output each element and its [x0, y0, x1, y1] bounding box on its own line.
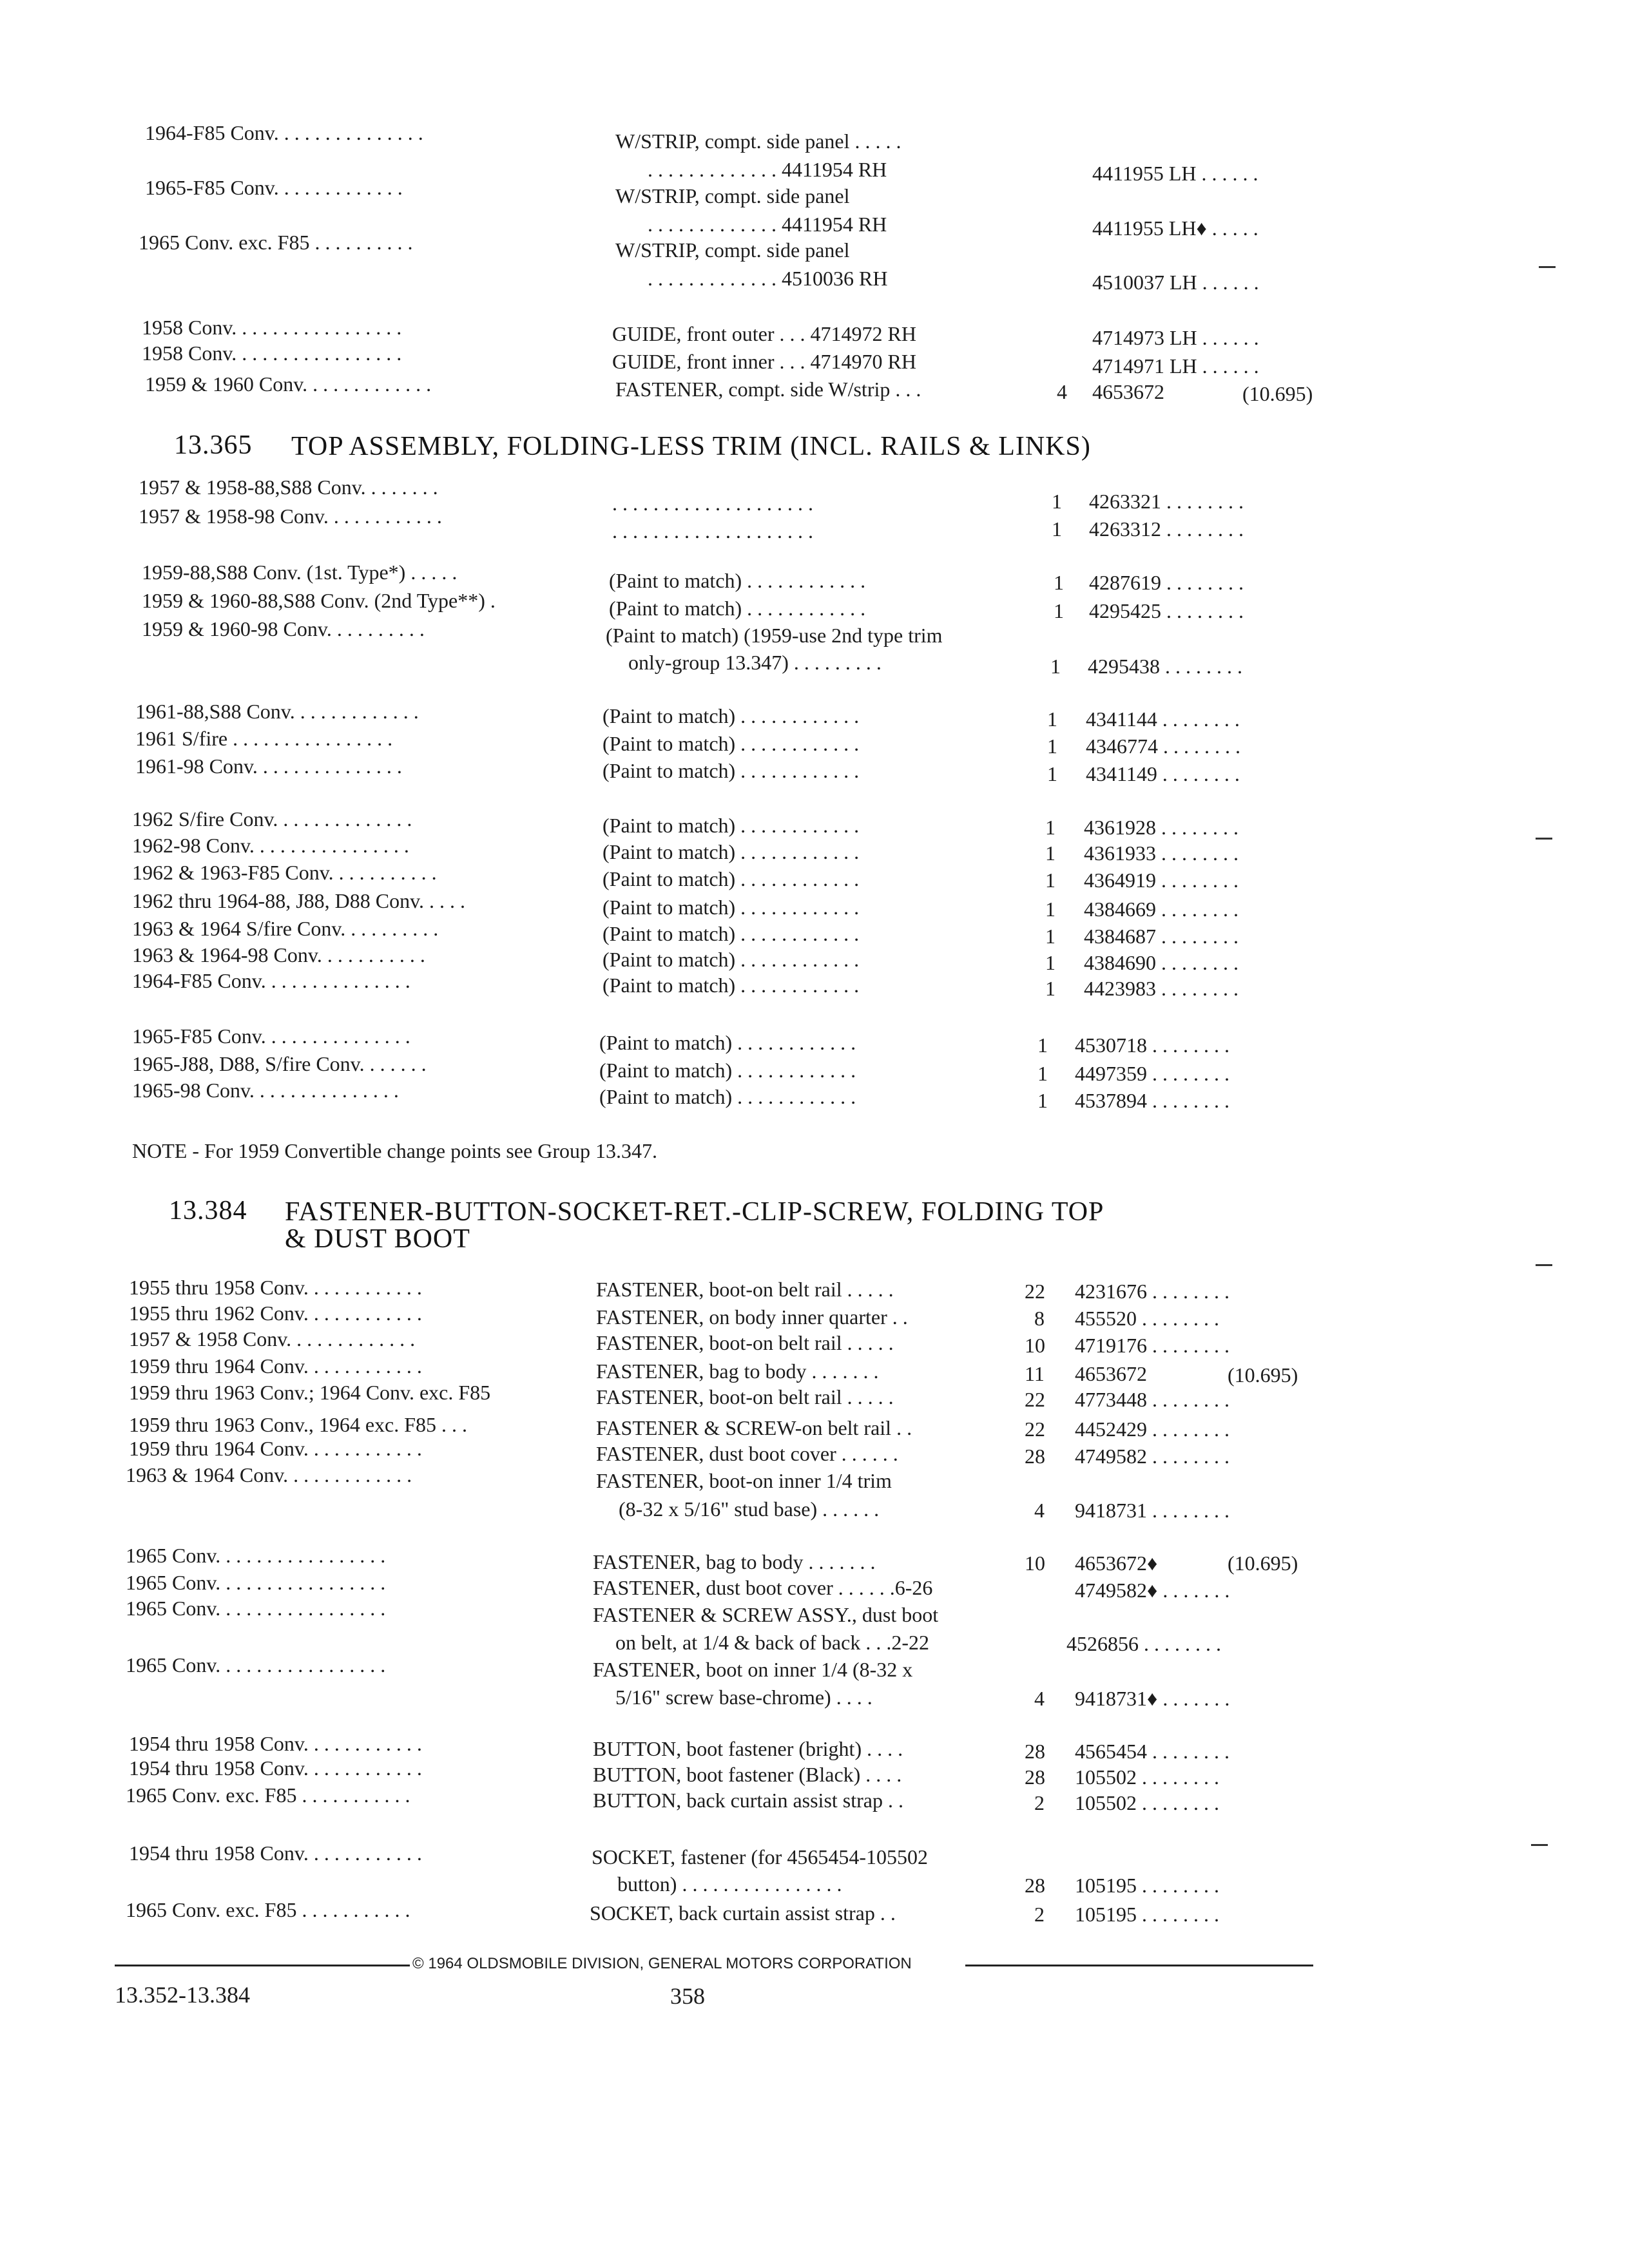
row-part-number: 4749582♦ . . . . . . .: [1075, 1579, 1230, 1602]
row-quantity: 1: [1045, 816, 1055, 839]
row-part-number: 4497359 . . . . . . . .: [1075, 1062, 1229, 1085]
row-part-number: 4452429 . . . . . . . .: [1075, 1418, 1229, 1441]
row-part-number: 4295425 . . . . . . . .: [1089, 599, 1244, 622]
row-description: BUTTON, boot fastener (bright) . . . .: [593, 1737, 903, 1760]
row-model: 1961-88,S88 Conv. . . . . . . . . . . . .: [135, 700, 419, 723]
row-description: BUTTON, back curtain assist strap . .: [593, 1789, 903, 1812]
row-description: FASTENER, boot-on belt rail . . . . .: [596, 1278, 894, 1301]
row-quantity: 22: [1025, 1418, 1045, 1441]
row-description: FASTENER, compt. side W/strip . . .: [615, 378, 921, 401]
row-reference: (10.695): [1228, 1363, 1298, 1387]
row-description: (Paint to match) . . . . . . . . . . . .: [602, 896, 860, 919]
row-description: . . . . . . . . . . . . . 4510036 RH: [648, 267, 888, 290]
row-quantity: 10: [1025, 1334, 1045, 1357]
row-part-number: 4341149 . . . . . . . .: [1086, 762, 1240, 785]
row-description: (Paint to match) . . . . . . . . . . . .: [602, 922, 860, 945]
row-model: 1954 thru 1958 Conv. . . . . . . . . . . .: [129, 1732, 422, 1755]
row-part-number: 105195 . . . . . . . .: [1075, 1903, 1219, 1926]
row-model: 1957 & 1958 Conv. . . . . . . . . . . . .: [129, 1327, 416, 1350]
row-description: FASTENER, boot-on belt rail . . . . .: [596, 1385, 894, 1408]
row-description: FASTENER, boot-on inner 1/4 trim: [596, 1469, 892, 1492]
margin-mark: [1531, 1844, 1548, 1846]
row-reference: (10.695): [1242, 382, 1313, 405]
row-quantity: 11: [1025, 1362, 1045, 1385]
row-model: 1965 Conv. . . . . . . . . . . . . . . . .: [126, 1544, 386, 1567]
row-quantity: 1: [1037, 1089, 1048, 1112]
row-part-number: 4341144 . . . . . . . .: [1086, 707, 1240, 731]
row-quantity: 1: [1052, 517, 1062, 541]
row-description: (Paint to match) . . . . . . . . . . . .: [602, 840, 860, 863]
row-quantity: 1: [1045, 898, 1055, 921]
row-quantity: 1: [1054, 599, 1064, 622]
margin-mark: [1539, 266, 1556, 268]
row-part-number: 4364919 . . . . . . . .: [1084, 869, 1239, 892]
row-description: FASTENER, on body inner quarter . .: [596, 1305, 908, 1329]
row-part-number: 4653672♦: [1075, 1552, 1158, 1575]
row-model: 1957 & 1958-88,S88 Conv. . . . . . . .: [139, 476, 438, 499]
row-part-number: 4361933 . . . . . . . .: [1084, 841, 1239, 865]
row-model: 1965 Conv. . . . . . . . . . . . . . . . .: [126, 1571, 386, 1594]
row-description: W/STRIP, compt. side panel . . . . .: [615, 130, 901, 153]
row-part-number: 4714973 LH . . . . . .: [1092, 326, 1259, 349]
row-model: 1965 Conv. . . . . . . . . . . . . . . . .: [126, 1653, 386, 1677]
row-part-number: 4411955 LH♦ . . . . .: [1092, 216, 1258, 240]
footer-rule-left: [115, 1965, 410, 1966]
row-model: 1955 thru 1962 Conv. . . . . . . . . . . .: [129, 1302, 422, 1325]
row-part-number: 455520 . . . . . . . .: [1075, 1307, 1219, 1330]
row-quantity: 1: [1047, 735, 1057, 758]
row-description: (Paint to match) . . . . . . . . . . . .: [602, 704, 860, 727]
row-quantity: 1: [1037, 1033, 1048, 1057]
row-model: 1959 thru 1964 Conv. . . . . . . . . . . .: [129, 1354, 422, 1378]
row-quantity: 28: [1025, 1445, 1045, 1468]
row-model: 1963 & 1964 Conv. . . . . . . . . . . . .: [126, 1463, 412, 1486]
row-description: FASTENER, bag to body . . . . . . .: [593, 1550, 876, 1573]
row-model: 1959 & 1960-88,S88 Conv. (2nd Type**) .: [142, 589, 496, 612]
row-part-number: 4510037 LH . . . . . .: [1092, 271, 1259, 294]
row-model: 1959-88,S88 Conv. (1st. Type*) . . . . .: [142, 561, 458, 584]
row-description: (Paint to match) . . . . . . . . . . . .: [609, 569, 866, 592]
row-part-number: 4361928 . . . . . . . .: [1084, 816, 1239, 839]
row-description: on belt, at 1/4 & back of back . . .2-22: [615, 1631, 929, 1654]
footer-rule-right: [965, 1965, 1313, 1966]
row-model: 1958 Conv. . . . . . . . . . . . . . . . .: [142, 316, 402, 339]
row-quantity: 1: [1047, 762, 1057, 785]
section-title: FASTENER-BUTTON-SOCKET-RET.-CLIP-SCREW, FOLDING TOP: [285, 1197, 1104, 1227]
row-part-number: 9418731 . . . . . . . .: [1075, 1499, 1229, 1522]
row-model: 1962 S/fire Conv. . . . . . . . . . . . . .: [132, 807, 412, 831]
row-description: (Paint to match) . . . . . . . . . . . .: [602, 814, 860, 837]
row-description: 5/16" screw base-chrome) . . . .: [615, 1686, 872, 1709]
row-description: FASTENER & SCREW-on belt rail . .: [596, 1416, 912, 1439]
row-model: 1959 & 1960-98 Conv. . . . . . . . . .: [142, 617, 425, 640]
row-part-number: 4231676 . . . . . . . .: [1075, 1280, 1229, 1303]
row-quantity: 10: [1025, 1552, 1045, 1575]
section-title-continued: & DUST BOOT: [285, 1224, 470, 1254]
margin-mark: [1536, 1264, 1552, 1266]
section-note: NOTE - For 1959 Convertible change points see Group 13.347.: [132, 1139, 657, 1162]
row-quantity: 1: [1052, 490, 1062, 513]
row-part-number: 4773448 . . . . . . . .: [1075, 1388, 1229, 1411]
row-part-number: 105502 . . . . . . . .: [1075, 1765, 1219, 1789]
row-description: (8-32 x 5/16" stud base) . . . . . .: [619, 1497, 880, 1521]
row-part-number: 4565454 . . . . . . . .: [1075, 1740, 1229, 1763]
row-description: BUTTON, boot fastener (Black) . . . .: [593, 1763, 902, 1786]
row-reference: (10.695): [1228, 1552, 1298, 1575]
row-part-number: 4653672: [1092, 380, 1164, 403]
row-part-number: 4423983 . . . . . . . .: [1084, 977, 1239, 1000]
row-description: SOCKET, fastener (for 4565454-105502: [592, 1845, 928, 1869]
row-quantity: 1: [1045, 951, 1055, 974]
row-description: (Paint to match) . . . . . . . . . . . .: [602, 759, 860, 782]
row-quantity: 1: [1045, 869, 1055, 892]
row-description: W/STRIP, compt. side panel: [615, 184, 850, 207]
row-part-number: 4653672: [1075, 1362, 1147, 1385]
row-model: 1965-F85 Conv. . . . . . . . . . . . . . .: [132, 1024, 410, 1048]
row-model: 1965 Conv. exc. F85 . . . . . . . . . . .: [126, 1898, 410, 1921]
row-part-number: 4719176 . . . . . . . .: [1075, 1334, 1229, 1357]
row-description: . . . . . . . . . . . . . 4411954 RH: [648, 213, 887, 236]
row-quantity: 22: [1025, 1388, 1045, 1411]
row-quantity: 28: [1025, 1765, 1045, 1789]
row-part-number: 4263312 . . . . . . . .: [1089, 517, 1244, 541]
row-model: 1961 S/fire . . . . . . . . . . . . . . . .: [135, 727, 393, 750]
row-model: 1962-98 Conv. . . . . . . . . . . . . . . .: [132, 834, 409, 857]
row-model: 1962 thru 1964-88, J88, D88 Conv. . . . .: [132, 889, 466, 912]
section-number: 13.384: [169, 1196, 247, 1225]
row-part-number: 4714971 LH . . . . . .: [1092, 354, 1259, 378]
row-quantity: 28: [1025, 1874, 1045, 1897]
row-model: 1965-F85 Conv. . . . . . . . . . . . .: [145, 176, 403, 199]
row-quantity: 1: [1037, 1062, 1048, 1085]
row-quantity: 22: [1025, 1280, 1045, 1303]
row-model: 1963 & 1964 S/fire Conv. . . . . . . . . .: [132, 917, 439, 940]
row-quantity: 4: [1057, 380, 1067, 403]
row-description: FASTENER, dust boot cover . . . . . .6-26: [593, 1576, 933, 1599]
row-part-number: 4287619 . . . . . . . .: [1089, 571, 1244, 594]
row-part-number: 4411955 LH . . . . . .: [1092, 162, 1258, 185]
row-description: (Paint to match) . . . . . . . . . . . .: [602, 974, 860, 997]
row-model: 1959 thru 1963 Conv., 1964 exc. F85 . . .: [129, 1413, 468, 1436]
row-description: (Paint to match) (1959-use 2nd type trim: [606, 624, 943, 647]
row-description: GUIDE, front outer . . . 4714972 RH: [612, 322, 916, 345]
row-model: 1959 thru 1963 Conv.; 1964 Conv. exc. F85: [129, 1381, 491, 1404]
row-description: (Paint to match) . . . . . . . . . . . .: [599, 1031, 856, 1054]
row-model: 1954 thru 1958 Conv. . . . . . . . . . . .: [129, 1756, 422, 1780]
row-quantity: 4: [1034, 1499, 1045, 1522]
row-description: (Paint to match) . . . . . . . . . . . .: [609, 597, 866, 620]
row-model: 1957 & 1958-98 Conv. . . . . . . . . . . .: [139, 505, 442, 528]
row-part-number: 4530718 . . . . . . . .: [1075, 1033, 1229, 1057]
row-quantity: 1: [1054, 571, 1064, 594]
row-part-number: 105502 . . . . . . . .: [1075, 1791, 1219, 1814]
row-quantity: 28: [1025, 1740, 1045, 1763]
row-quantity: 2: [1034, 1791, 1045, 1814]
footer-group-range: 13.352-13.384: [115, 1982, 250, 2008]
row-quantity: 1: [1050, 655, 1061, 678]
row-description: (Paint to match) . . . . . . . . . . . .: [599, 1059, 856, 1082]
row-description: (Paint to match) . . . . . . . . . . . .: [599, 1085, 856, 1108]
row-part-number: 4384669 . . . . . . . .: [1084, 898, 1239, 921]
row-description: W/STRIP, compt. side panel: [615, 238, 850, 262]
row-description: only-group 13.347) . . . . . . . . .: [628, 651, 882, 674]
row-description: (Paint to match) . . . . . . . . . . . .: [602, 732, 860, 755]
row-description: SOCKET, back curtain assist strap . .: [590, 1901, 896, 1925]
row-description: . . . . . . . . . . . . . . . . . . . .: [612, 492, 813, 515]
row-quantity: 4: [1034, 1687, 1045, 1710]
row-description: . . . . . . . . . . . . . . . . . . . .: [612, 519, 813, 543]
row-model: 1964-F85 Conv. . . . . . . . . . . . . . .: [132, 969, 410, 992]
row-model: 1965 Conv. exc. F85 . . . . . . . . . . .: [126, 1783, 410, 1807]
row-part-number: 9418731♦ . . . . . . .: [1075, 1687, 1230, 1710]
row-quantity: 2: [1034, 1903, 1045, 1926]
row-quantity: 1: [1045, 925, 1055, 948]
section-number: 13.365: [174, 430, 253, 460]
row-part-number: 4295438 . . . . . . . .: [1088, 655, 1242, 678]
row-part-number: 4749582 . . . . . . . .: [1075, 1445, 1229, 1468]
section-title: TOP ASSEMBLY, FOLDING-LESS TRIM (INCL. RAILS & LINKS): [291, 432, 1091, 461]
row-description: FASTENER, boot on inner 1/4 (8-32 x: [593, 1658, 913, 1681]
row-model: 1959 thru 1964 Conv. . . . . . . . . . . .: [129, 1437, 422, 1460]
row-description: FASTENER & SCREW ASSY., dust boot: [593, 1603, 939, 1626]
row-model: 1964-F85 Conv. . . . . . . . . . . . . . .: [145, 121, 423, 144]
row-model: 1959 & 1960 Conv. . . . . . . . . . . . .: [145, 372, 432, 396]
row-part-number: 4263321 . . . . . . . .: [1089, 490, 1244, 513]
row-description: . . . . . . . . . . . . . 4411954 RH: [648, 158, 887, 181]
row-part-number: 105195 . . . . . . . .: [1075, 1874, 1219, 1897]
row-model: 1954 thru 1958 Conv. . . . . . . . . . . .: [129, 1841, 422, 1865]
row-model: 1965-98 Conv. . . . . . . . . . . . . . .: [132, 1079, 399, 1102]
row-part-number: 4384687 . . . . . . . .: [1084, 925, 1239, 948]
row-model: 1955 thru 1958 Conv. . . . . . . . . . . .: [129, 1276, 422, 1299]
row-part-number: 4537894 . . . . . . . .: [1075, 1089, 1229, 1112]
row-model: 1958 Conv. . . . . . . . . . . . . . . . .: [142, 341, 402, 365]
row-model: 1965 Conv. exc. F85 . . . . . . . . . .: [139, 231, 413, 254]
page-number: 358: [670, 1983, 705, 2009]
margin-mark: [1536, 838, 1552, 840]
row-model: 1965-J88, D88, S/fire Conv. . . . . . .: [132, 1052, 427, 1075]
row-description: (Paint to match) . . . . . . . . . . . .: [602, 867, 860, 890]
row-description: FASTENER, boot-on belt rail . . . . .: [596, 1331, 894, 1354]
row-part-number: 4526856 . . . . . . . .: [1066, 1632, 1221, 1655]
footer-copyright: © 1964 OLDSMOBILE DIVISION, GENERAL MOTORS CORPORATION: [412, 1955, 912, 1972]
row-description: button) . . . . . . . . . . . . . . . .: [617, 1872, 842, 1896]
row-model: 1963 & 1964-98 Conv. . . . . . . . . . .: [132, 943, 425, 966]
row-description: FASTENER, bag to body . . . . . . .: [596, 1360, 879, 1383]
row-model: 1965 Conv. . . . . . . . . . . . . . . . .: [126, 1597, 386, 1620]
row-description: GUIDE, front inner . . . 4714970 RH: [612, 350, 916, 373]
row-description: (Paint to match) . . . . . . . . . . . .: [602, 948, 860, 971]
row-quantity: 1: [1045, 841, 1055, 865]
row-part-number: 4346774 . . . . . . . .: [1086, 735, 1240, 758]
row-part-number: 4384690 . . . . . . . .: [1084, 951, 1239, 974]
row-description: FASTENER, dust boot cover . . . . . .: [596, 1442, 898, 1465]
row-quantity: 1: [1047, 707, 1057, 731]
row-quantity: 1: [1045, 977, 1055, 1000]
row-quantity: 8: [1034, 1307, 1045, 1330]
row-model: 1962 & 1963-F85 Conv. . . . . . . . . . .: [132, 861, 437, 884]
row-model: 1961-98 Conv. . . . . . . . . . . . . . .: [135, 754, 402, 778]
